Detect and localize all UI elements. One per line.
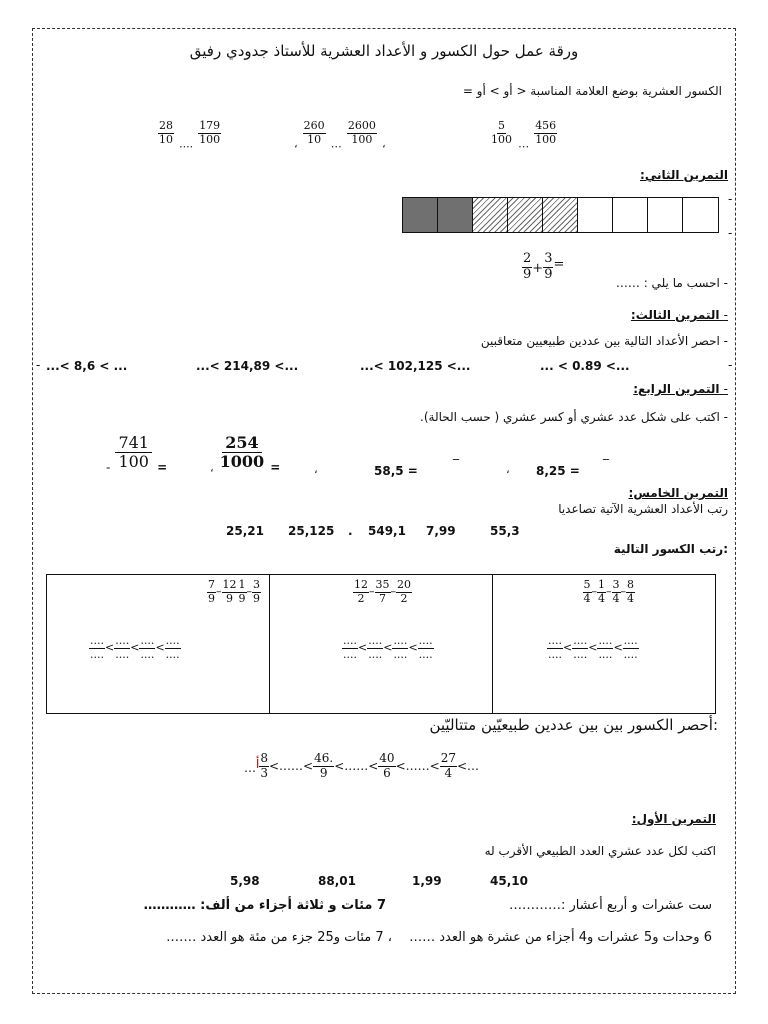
- decimal-549-1: 549,1: [368, 524, 406, 538]
- dot-separator: .: [348, 524, 353, 538]
- decimal-5-98: 5,98: [230, 874, 260, 888]
- strip-cell-7: [613, 198, 648, 232]
- overbar-blank: _: [603, 446, 609, 460]
- sort-fractions-label: :رتب الكسور التالية: [613, 542, 728, 556]
- decimal-25-125: 25,125: [288, 524, 335, 538]
- bracket-item-3: ...< 102,125 <...: [360, 359, 471, 373]
- fraction-list: $\frac{12}{2}$ – $\frac{35}{7}$ – $\frac{20}{2}$: [354, 578, 411, 605]
- bullet-dash: -: [728, 226, 733, 240]
- write-number-2: 7 مئات و ثلاثة أجزاء من ألف: …………: [143, 898, 386, 913]
- bullet-dash: -: [728, 192, 733, 206]
- fraction-box-2: [270, 575, 493, 713]
- bracket-item-4: ... < 0.89 <...: [540, 359, 630, 373]
- decimal-7-99: 7,99: [426, 524, 456, 538]
- bullet-dash: -: [36, 358, 41, 372]
- comparison-blanks: $\frac{....}{....}$ < $\frac{....}{....}$ < $\frac{....}{....}$ < $\frac{....}{....}$: [548, 634, 638, 661]
- fraction-list: $\frac{7}{9}$ – $\frac{12}{9}$ $\frac{1}{9}$ – $\frac{3}{9}$: [208, 578, 260, 605]
- strip-cell-9: [683, 198, 718, 232]
- decimal-55-3: 55,3: [490, 524, 520, 538]
- bracket-item-1: ...< 8,6 < ...: [46, 359, 128, 373]
- exercise-5-heading: التمرين الخامس:: [628, 486, 728, 500]
- fraction-strip: [402, 197, 719, 233]
- write-number-4: ، 7 مئات و25 جزء من مئة هو العدد …….: [166, 930, 392, 945]
- calc-label: - احسب ما يلي : ……: [615, 276, 728, 290]
- bracket-item-2: ...< 214,89 <...: [196, 359, 299, 373]
- strip-cell-5: [543, 198, 578, 232]
- fraction-box-3: [493, 575, 715, 713]
- write-number-1: ست عشرات و أربع أعشار :…………: [509, 898, 712, 913]
- decimal-88-01: 88,01: [318, 874, 356, 888]
- sep-comma: ،: [506, 463, 510, 476]
- fraction-list: $\frac{5}{4}$ – $\frac{1}{4}$ – $\frac{3}{4}$ – $\frac{8}{4}$: [583, 578, 634, 605]
- compare-pair-3: $\frac{5}{100}$ $_\dots$ $\frac{456}{100}$: [491, 119, 557, 151]
- sep-comma: ،: [314, 463, 318, 476]
- strip-cell-4: [508, 198, 543, 232]
- convert-item-1: $_-$ $\frac{741}{100}$ $_=$: [106, 433, 168, 475]
- exercise-5-instruction: رتب الأعداد العشرية الآتية تصاعديا: [558, 502, 728, 516]
- comparison-blanks: $\frac{....}{....}$ < $\frac{....}{....}$ < $\frac{....}{....}$ < $\frac{....}{....}$: [343, 634, 433, 661]
- decimal-25-21: 25,21: [226, 524, 264, 538]
- sum-expression: $\frac{2}{9}$ + $\frac{3}{9}$ =: [523, 251, 565, 282]
- convert-item-2: $_،$ $\frac{254}{1000}$ $_=$: [210, 433, 281, 475]
- worksheet-title: ورقة عمل حول الكسور و الأعداد العشرية للأستاذ جدودي رفيق: [189, 42, 579, 60]
- exercise-4-heading: - التمرين الرابع:: [633, 382, 728, 396]
- exercise-6-instruction: :أحصر الكسور بين بين عددين طبيعيّين متتاليّين: [429, 716, 718, 734]
- exercise-3-instruction: - احصر الأعداد التالية بين عددين طبيعيين متعاقبين: [480, 334, 728, 348]
- decimal-1-99: 1,99: [412, 874, 442, 888]
- exercise-1-heading: التمرين الأول:: [631, 812, 716, 826]
- exercise-4-instruction: - اكتب على شكل عدد عشري أو كسر عشري ( حسب الحالة).: [420, 410, 728, 424]
- bullet-dash: -: [728, 358, 733, 372]
- decimal-45-10: 45,10: [490, 874, 528, 888]
- bracket-fractions: …أ $\frac{8}{3}$ <……< $\frac{46.}{9}$ <……< $\frac{40}{6}$ <……< $\frac{27}{4}$ <…: [244, 751, 480, 780]
- strip-cell-8: [648, 198, 683, 232]
- comparison-blanks: $\frac{....}{....}$ < $\frac{....}{....}$ < $\frac{....}{....}$ < $\frac{....}{....}$: [90, 634, 180, 661]
- compare-pair-2: $_،$ $\frac{260}{10}$ $_\dots$ $\frac{2600}{100}$ $_،$: [294, 119, 386, 151]
- fraction-box-1: [47, 575, 270, 713]
- strip-cell-3: [473, 198, 508, 232]
- fractions-table: [46, 574, 716, 714]
- strip-cell-1: [403, 198, 438, 232]
- overbar-blank: _: [453, 446, 459, 460]
- exercise-3-heading: - التمرين الثالث:: [630, 308, 728, 322]
- strip-cell-2: [438, 198, 473, 232]
- compare-pair-1: $\frac{28}{10}$ $_{....}$ $\frac{179}{100}$: [159, 119, 221, 151]
- strip-cell-6: [578, 198, 613, 232]
- exercise-1-instruction: اكتب لكل عدد عشري العدد الطبيعي الأقرب له: [484, 844, 716, 858]
- convert-item-3: 58,5 =: [374, 464, 418, 478]
- write-number-3: 6 وحدات و5 عشرات و4 أجزاء من عشرة هو العدد ……: [409, 930, 712, 945]
- compare-instruction: الكسور العشرية بوضع العلامة المناسبة < أو > أو =: [462, 84, 722, 98]
- exercise-2-heading: التمرين الثاني:: [640, 168, 728, 182]
- convert-item-4: 8,25 =: [536, 464, 580, 478]
